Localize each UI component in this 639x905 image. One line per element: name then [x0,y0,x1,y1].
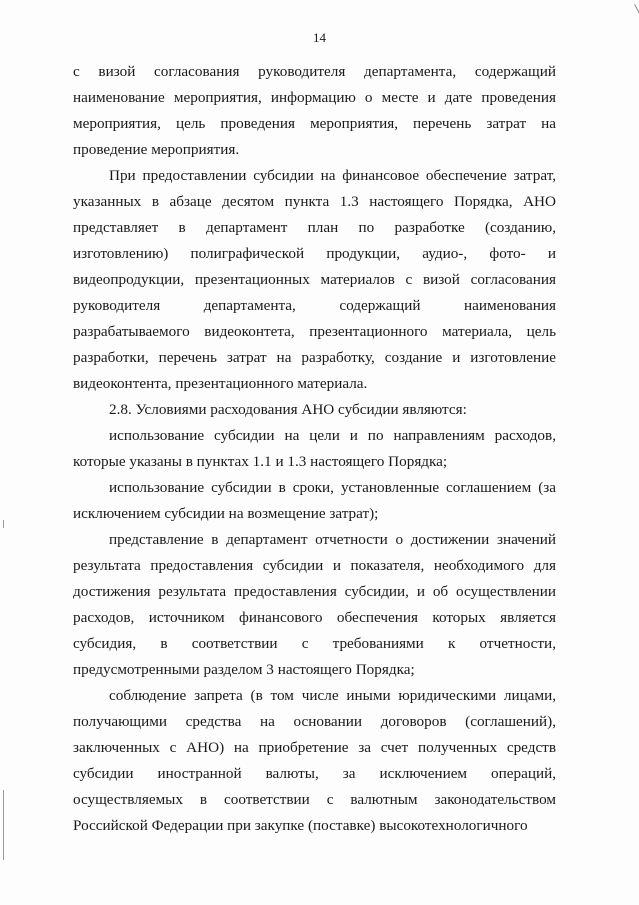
section-heading: 2.8. Условиями расходования АНО субсидии являются: [109,401,467,418]
page-number: 14 [313,30,326,45]
paragraph: использование субсидии в сроки, установленные соглашением (за исключением субсидии на возмещение затрат); [73,479,556,522]
paragraph: с визой согласования руководителя департамента, содержащий наименование мероприятия, информацию о месте и дате проведения мероприятия, цель проведения мероприятия, перечень затрат на проведение мероприятия. [73,63,556,158]
paragraph: представление в департамент отчетности о достижении значений результата предоставления субсидии и показателя, необходимого для достижения результата предоставления субсидии, и об осуществлении расходов, источником финансового обеспечения которых является субсидия, в соответствии с требованиями к отчетности, предусмотренными разделом 3 настоящего Порядка; [73,531,556,678]
paragraph: При предоставлении субсидии на финансовое обеспечение затрат, указанных в абзаце десятом пункта 1.3 настоящего Порядка, АНО представляет в департамент план по разработке (созданию, изготовлению) полиграфической продукции, аудио-, фото- и видеопродукции, презентационных материалов с визой согласования руководителя департамента, содержащий наименования разрабатываемого видеоконтета, презентационного материала, цель разработки, перечень затрат на разработку, создание и изготовление видеоконтента, презентационного материала. [73,167,556,392]
scan-corner-mark [626,4,639,28]
paragraph: использование субсидии на цели и по направлениям расходов, которые указаны в пунктах 1.1 и 1.3 настоящего Порядка; [73,427,556,470]
document-body [73,59,556,839]
scan-edge-mark [3,520,4,528]
scan-edge-mark [3,790,4,860]
paragraph: соблюдение запрета (в том числе иными юридическими лицами, получающими средства на основании договоров (соглашений), заключенных с АНО) на приобретение за счет полученных средств субсидии иностранной валюты, за исключением операций, осуществляемых в соответствии с валютным законодательством Российской Федерации при закупке (поставке) высокотехнологичного [73,687,556,834]
